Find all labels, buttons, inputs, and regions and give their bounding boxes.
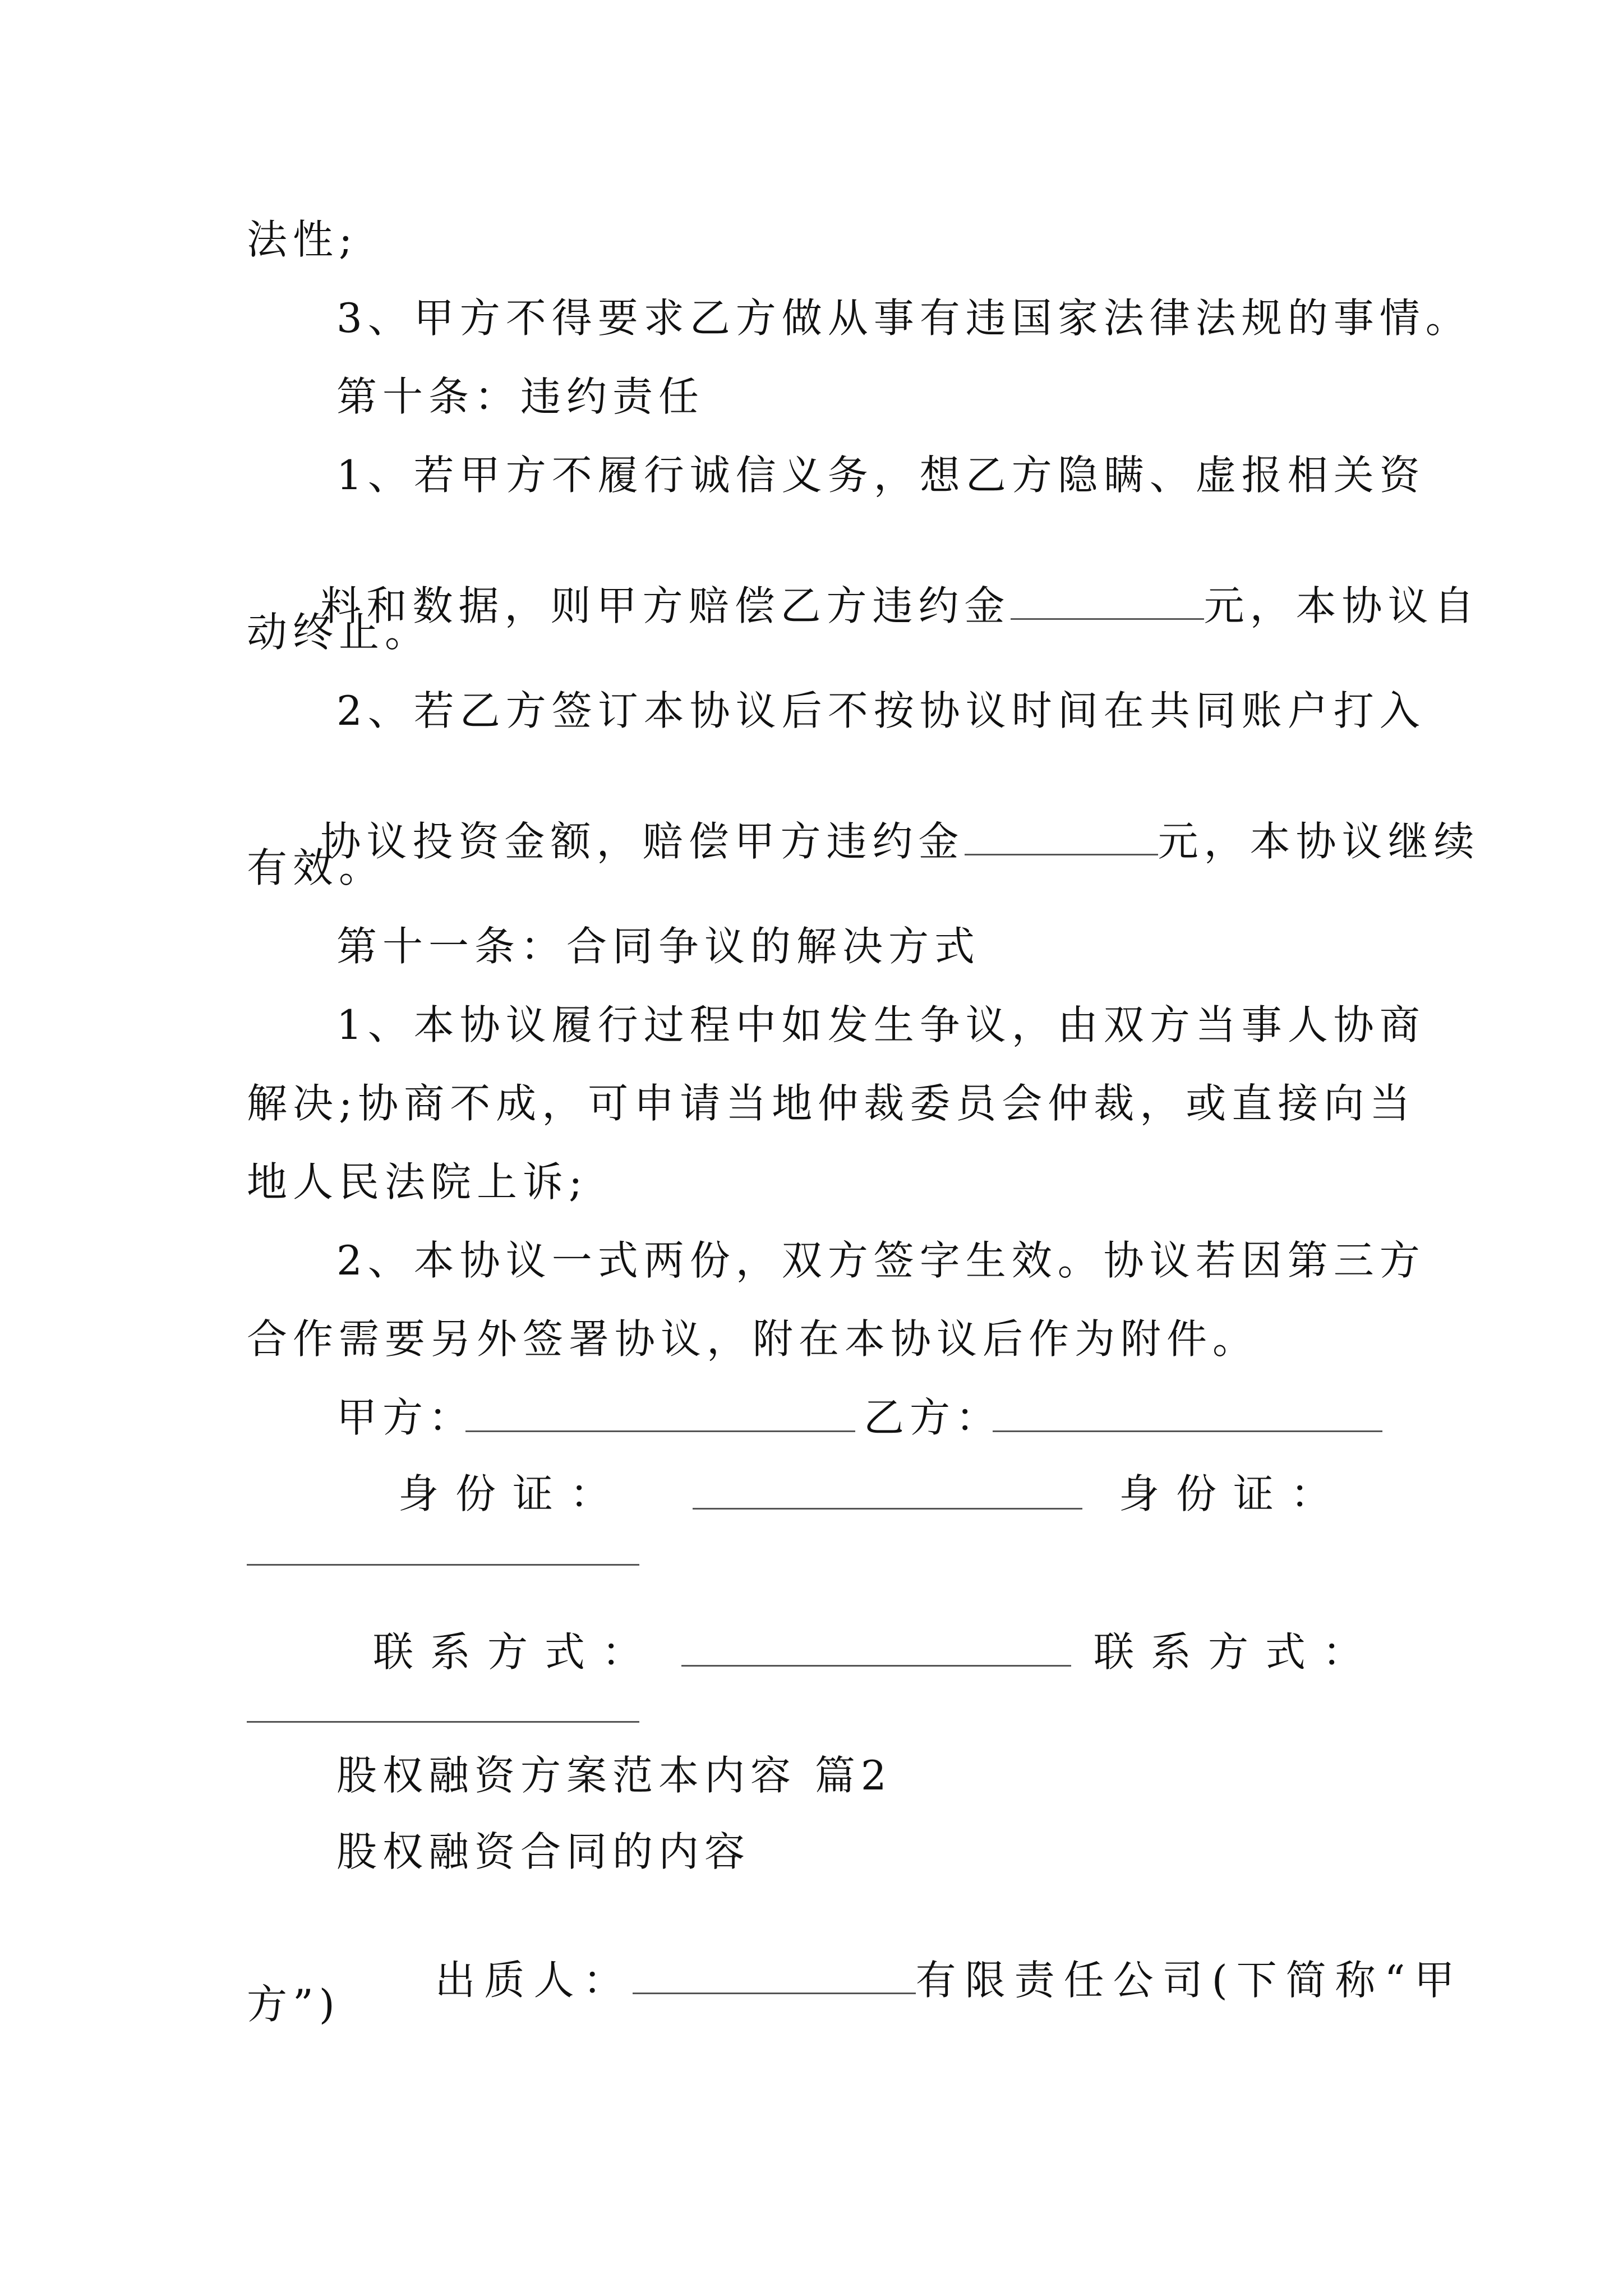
party-a-label: 甲方： — [336, 1394, 475, 1441]
party-b-id-label: 身份证： — [1119, 1470, 1348, 1517]
text-line: 3、甲方不得要求乙方做从事有违国家法律法规的事情。 — [336, 295, 1472, 342]
text-segment: 元，本协议继续 — [1158, 818, 1480, 865]
section-heading: 第十一条：合同争议的解决方式 — [336, 923, 981, 970]
text-line: 2、本协议一式两份，双方签字生效。协议若因第三方 — [336, 1237, 1426, 1284]
section-title: 股权融资方案范本内容 篇2 — [336, 1752, 892, 1799]
party-b-id-line — [247, 1564, 639, 1566]
party-a-id-label: 身份证： — [398, 1470, 628, 1517]
blank-amount-field — [1011, 579, 1204, 620]
text-line: 动终止。 — [247, 609, 431, 656]
blank-amount-field — [965, 815, 1158, 855]
text-line: 方”) — [247, 1981, 340, 2028]
party-a-id-line — [693, 1508, 1082, 1510]
text-line: 合作需要另外签署协议，附在本协议后作为附件。 — [247, 1315, 1259, 1363]
pledgor-line — [348, 1903, 1463, 2056]
text-line: 地人民法院上诉; — [247, 1158, 588, 1205]
text-line: 1、本协议履行过程中如发生争议，由双方当事人协商 — [336, 1001, 1426, 1048]
text-segment: 有限责任公司(下简称“甲 — [915, 1957, 1464, 2004]
text-segment: 料和数据，则甲方赔偿乙方违约金 — [320, 582, 1011, 629]
text-segment: 协议投资金额，赔偿甲方违约金 — [320, 818, 965, 865]
party-a-contact-line — [681, 1665, 1071, 1667]
party-b-contact-line — [247, 1721, 639, 1723]
party-a-signature-line — [465, 1430, 855, 1432]
text-segment: 元，本协议自 — [1204, 582, 1480, 629]
party-b-signature-line — [993, 1430, 1382, 1432]
section-heading: 第十条：违约责任 — [336, 373, 705, 420]
pledgor-name-field — [633, 1953, 916, 1994]
text-line: 有效。 — [247, 844, 385, 891]
text-line: 解决;协商不成，可申请当地仲裁委员会仲裁，或直接向当 — [247, 1080, 1416, 1127]
text-line: 1、若甲方不履行诚信义务，想乙方隐瞒、虚报相关资 — [336, 452, 1426, 499]
text-line: 法性; — [247, 216, 358, 263]
party-b-label: 乙方： — [864, 1394, 1002, 1441]
party-a-contact-label: 联系方式： — [373, 1628, 660, 1676]
section-heading: 股权融资合同的内容 — [336, 1828, 751, 1875]
text-line — [247, 764, 1480, 917]
text-line — [247, 528, 1480, 682]
text-line: 2、若乙方签订本协议后不按协议时间在共同账户打入 — [336, 687, 1426, 734]
pledgor-label: 出质人： — [435, 1957, 633, 2004]
party-b-contact-label: 联系方式： — [1094, 1628, 1380, 1676]
